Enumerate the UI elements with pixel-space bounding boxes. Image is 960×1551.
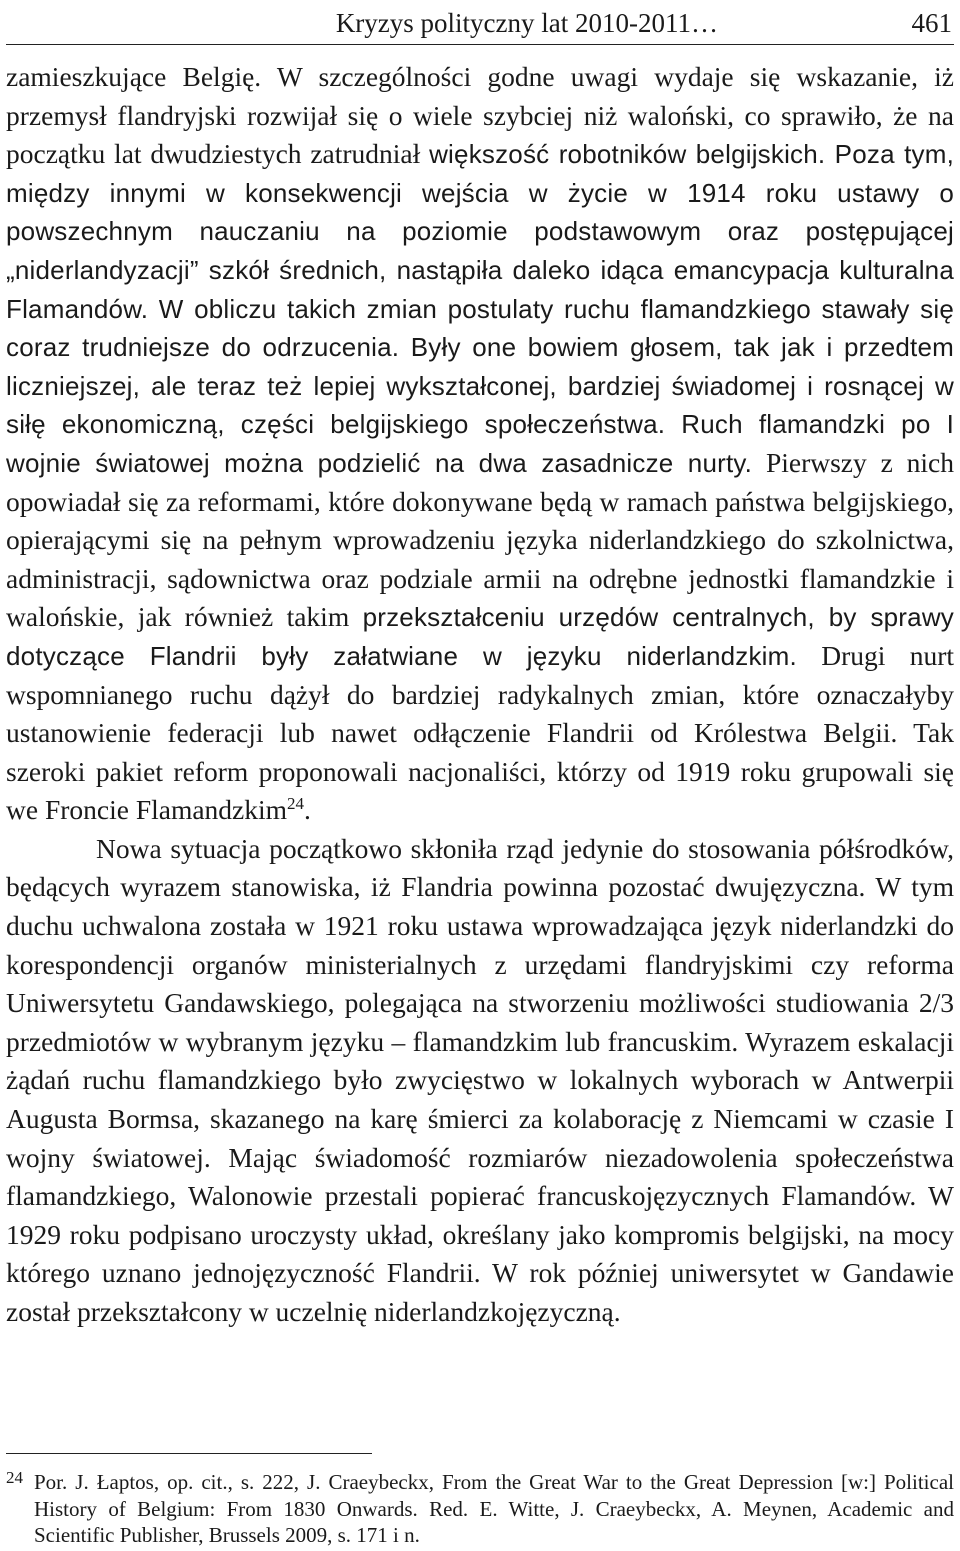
paragraph-1-part-2: większość robotników belgijskich. Poza tym, między innymi w konsekwencji wejścia w życie w 1914 roku ustawy o powszechnym nauczaniu na poziomie podstawowym oraz postępującej „niderlandyzacji” szkół średnich, nastąpiła daleko idąca emancypacja kulturalna Flamandów. W obliczu takich zmian postulaty ruchu flamandzkiego stawały się coraz trudniejsze do odrzucenia. Były one bowiem głosem, tak jak i przedtem liczniejszej, ale teraz też lepiej wykształconej, bardziej świadomej i rosnącej w siłę ekonomiczną, części belgijskiego społeczeństwa. Ruch flamandzki po I wojnie światowej można podzielić na dwa zasadnicze nurty. <box>6 139 954 478</box>
book-page <box>6 0 954 1551</box>
running-title: Kryzys polityczny lat 2010-2011… <box>335 8 718 38</box>
paragraph-1-part-1: zamieszkujące Belgię. W szczególności godne uwagi wydaje się wskazanie, iż przemysł flandryjski rozwijał się o wiele szybciej niż waloński, co sprawiło, że na początku lat dwudziestych zatrudniał <box>6 61 954 170</box>
paragraph-1-part-5: Drugi nurt wspomnianego ruchu dążył do bardziej radykalnych zmian, które oznaczałyby ustanowienie federacji lub nawet odłączenie Flandrii od Królestwa Belgii. Tak szeroki pakiet reform proponowali nacjonaliści, którzy od 1919 roku grupowali się we Froncie Flamandzkim <box>6 639 954 826</box>
paragraph-1 <box>6 58 954 830</box>
paragraph-2 <box>6 830 954 1332</box>
page-number: 461 <box>911 8 952 38</box>
footnote-text: Por. J. Łaptos, op. cit., s. 222, J. Craeybeckx, From the Great War to the Great Depression [w:] Political History of Belgium: From 1830 Onwards. Red. E. Witte, J. Craeybeckx, A. Meynen, Academic and Scientific Publisher, Brussels 2009, s. 171 i n. <box>34 1470 954 1547</box>
footnote-reference[interactable]: 24 <box>287 794 305 814</box>
paragraph-1-part-4: przekształceniu urzędów centralnych, by sprawy dotyczące Flandrii były załatwiane w języku niderlandzkim. <box>6 602 955 671</box>
footnote-separator <box>6 1453 372 1454</box>
body-text <box>6 58 954 1332</box>
paragraph-1-part-3: Pierwszy z nich opowiadał się za reformami, które dokonywane będą w ramach państwa belgijskiego, opierającymi się na pełnym wprowadzeniu języka niderlandzkiego do szkolnictwa, administracji, sądownictwa oraz podziale armii na odrębne jednostki flamandzkie i walońskie, jak również takim <box>6 446 954 633</box>
paragraph-2-text: Nowa sytuacja początkowo skłoniła rząd jedynie do stosowania półśrodków, będących wyrazem stanowiska, iż Flandria powinna pozostać dwujęzyczna. W tym duchu uchwalona została w 1921 roku ustawa wprowadzająca język niderlandzki do korespondencji organów ministerialnych z urzędami flandryjskimi czy reforma Uniwersytetu Gandawskiego, polegająca na stworzeniu możliwości studiowania 2/3 przedmiotów w wybranym języku – flamandzkim lub francuskim. Wyrazem eskalacji żądań ruchu flamandzkiego było zwycięstwo w lokalnych wyborach w Antwerpii Augusta Bormsa, skazanego na karę śmierci za kolaborację z Niemcami w czasie I wojny światowej. Mając świadomość rozmiarów niezadowolenia społeczeństwa flamandzkiego, Walonowie przestali popierać francuskojęzycznych Flamandów. W 1929 roku podpisano uroczysty układ, określany jako kompromis belgijski, na mocy którego uznano jednojęzyczność Flandrii. W rok później uniwersytet w Gandawie został przekształcony w uczelnię niderlandzkojęzyczną. <box>6 832 954 1327</box>
footnote-number: 24 <box>6 1468 23 1487</box>
page-header <box>6 4 954 45</box>
footnote <box>6 1468 954 1549</box>
paragraph-1-end: . <box>304 794 311 826</box>
